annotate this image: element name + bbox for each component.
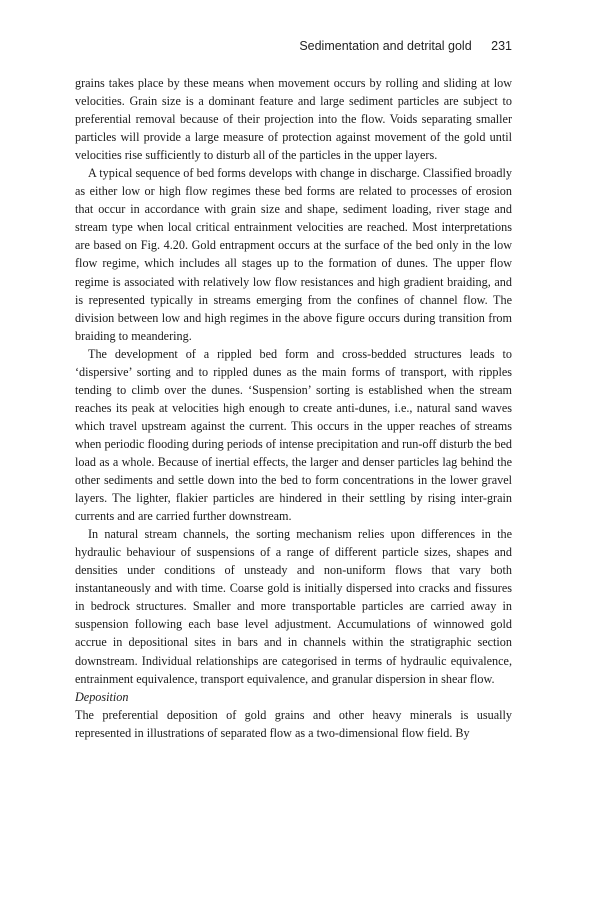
paragraph: The development of a rippled bed form and cross-bedded structures leads to ‘dispersive’ sorting and to rippled dunes as the main forms of transport, with ripples tending to climb over the dunes. ‘Suspension’ sorting is established when the stream reaches its peak at velocities high enough to create anti-dunes, i.e., natural sand waves which travel upstream against the current. This occurs in the upper reaches of streams when periodic flooding during periods of intense precipitation and run-off disturb the bed load as a whole. Because of inertial effects, the larger and denser particles lag behind the other sediments and settle down into the bed to form concentrations in the lower gravel layers. The lighter, flakier particles are hindered in their settling by rising inter-grain currents and are carried further downstream. [75, 346, 512, 524]
body-text [75, 74, 512, 742]
paragraph: A typical sequence of bed forms develops with change in discharge. Classified broadly as either low or high flow regimes these bed forms are related to processes of erosion that occur in accordance with grain size and shape, sediment loading, river stage and stream type when local critical entrainment velocities are reached. Most interpretations are based on Fig. 4.20. Gold entrapment occurs at the surface of the bed only in the low flow regime, which includes all stages up to the formation of dunes. The upper flow regime is associated with relatively low flow resistances and high gradient braiding, and is represented typically in streams emerging from the confines of channel flow. The division between low and high regimes in the above figure occurs during transition from braiding to meandering. [75, 166, 512, 343]
page-number: 231 [491, 39, 512, 53]
paragraph: In natural stream channels, the sorting mechanism relies upon differences in the hydraulic behaviour of suspensions of a range of different particle sizes, shapes and densities under conditions of unsteady and non-uniform flows that vary both instantaneously and with time. Coarse gold is initially dispersed into cracks and fissures in bedrock structures. Smaller and more transportable particles are carried away in suspension following each base level adjustment. Accumulations of winnowed gold accrue in depositional sites in bars and in channels within the stratigraphic section downstream. Individual relationships are categorised in terms of hydraulic equivalence, entrainment equivalence, transport equivalence, and granular dispersion in shear flow. [75, 527, 512, 686]
section-heading: Deposition [75, 689, 129, 704]
running-title: Sedimentation and detrital gold [299, 39, 472, 53]
paragraph: grains takes place by these means when movement occurs by rolling and sliding at low velocities. Grain size is a dominant feature and large sediment particles are subject to preferential removal because of their projection into the flow. Voids separating smaller particles will provide a large measure of protection against movement of the gold until velocities rise sufficiently to disturb all of the particles in the upper layers. [75, 76, 512, 163]
paragraph: The preferential deposition of gold grains and other heavy minerals is usually represented in illustrations of separated flow as a two-dimensional flow field. By [75, 707, 512, 740]
running-header [299, 39, 512, 53]
